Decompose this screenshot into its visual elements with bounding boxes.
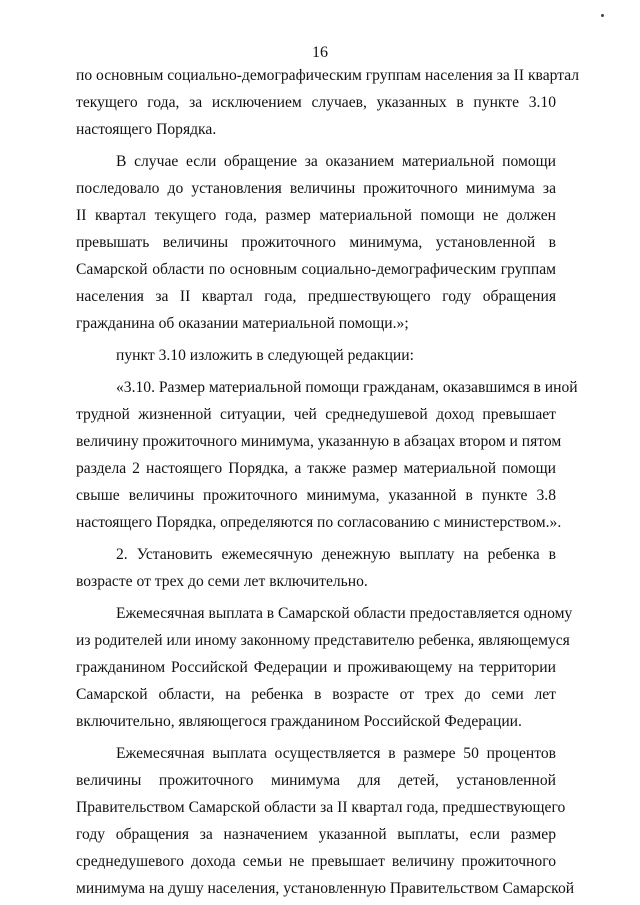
- document-body: [76, 62, 580, 902]
- text-line: настоящего Порядка, определяются по согласованию с министерством.».: [76, 514, 562, 531]
- paragraph-p310-intro: [76, 342, 556, 369]
- text-line: Ежемесячная выплата осуществляется в размере 50 процентов: [116, 745, 556, 762]
- text-line: свыше величины прожиточного минимума, указанной в пункте 3.8: [76, 487, 556, 504]
- text-line: трудной жизненной ситуации, чей среднедушевой доход превышает: [76, 406, 556, 423]
- text-line: величины прожиточного минимума для детей, установленной: [76, 772, 556, 789]
- paragraph-monthly1: [76, 600, 573, 735]
- text-line: последовало до установления величины прожиточного минимума за: [76, 180, 556, 197]
- text-line: раздела 2 настоящего Порядка, а также размер материальной помощи: [76, 460, 556, 477]
- paragraph-item2: [76, 541, 556, 595]
- text-line: населения за II квартал года, предшествующего году обращения: [76, 288, 556, 305]
- text-line: текущего года, за исключением случаев, указанных в пункте 3.10: [76, 94, 556, 111]
- text-line: минимума на душу населения, установленную Правительством Самарской: [76, 880, 575, 897]
- text-line: из родителей или иному законному представителю ребенка, являющемуся: [76, 632, 570, 649]
- text-line: Правительством Самарской области за II квартал года, предшествующего: [76, 799, 566, 816]
- text-line: Ежемесячная выплата в Самарской области предоставляется одному: [116, 605, 573, 622]
- text-line: году обращения за назначением указанной выплаты, если размер: [76, 826, 556, 843]
- text-line: по основным социально-демографическим группам населения за II квартал: [76, 67, 580, 84]
- text-line: среднедушевого дохода семьи не превышает величину прожиточного: [76, 853, 556, 870]
- text-line: превышать величины прожиточного минимума, установленной в: [76, 234, 556, 251]
- text-line: «3.10. Размер материальной помощи гражданам, оказавшимся в иной: [116, 379, 578, 396]
- text-line: величину прожиточного минимума, указанную в абзацах втором и пятом: [76, 433, 562, 450]
- text-line: гражданином Российской Федерации и проживающему на территории: [76, 659, 556, 676]
- text-line: 2. Установить ежемесячную денежную выплату на ребенка в: [116, 546, 556, 563]
- text-line: Самарской области по основным социально-демографическим группам: [76, 261, 556, 278]
- page-number: 16: [312, 44, 328, 61]
- paragraph-monthly2: [76, 740, 575, 902]
- paragraph-case: [76, 148, 556, 337]
- text-line: включительно, являющегося гражданином Российской Федерации.: [76, 713, 522, 730]
- text-line: настоящего Порядка.: [76, 121, 217, 138]
- paragraph-p310: [76, 374, 578, 536]
- text-line: возрасте от трех до семи лет включительно.: [76, 573, 368, 590]
- text-line: В случае если обращение за оказанием материальной помощи: [116, 153, 556, 170]
- text-line: Самарской области, на ребенка в возрасте от трех до семи лет: [76, 686, 556, 703]
- text-line: II квартал текущего года, размер материальной помощи не должен: [76, 207, 556, 224]
- paragraph-cont: [76, 62, 580, 143]
- text-line: пункт 3.10 изложить в следующей редакции:: [116, 347, 414, 364]
- text-line: гражданина об оказании материальной помощи.»;: [76, 315, 409, 332]
- scan-speck: [601, 14, 604, 17]
